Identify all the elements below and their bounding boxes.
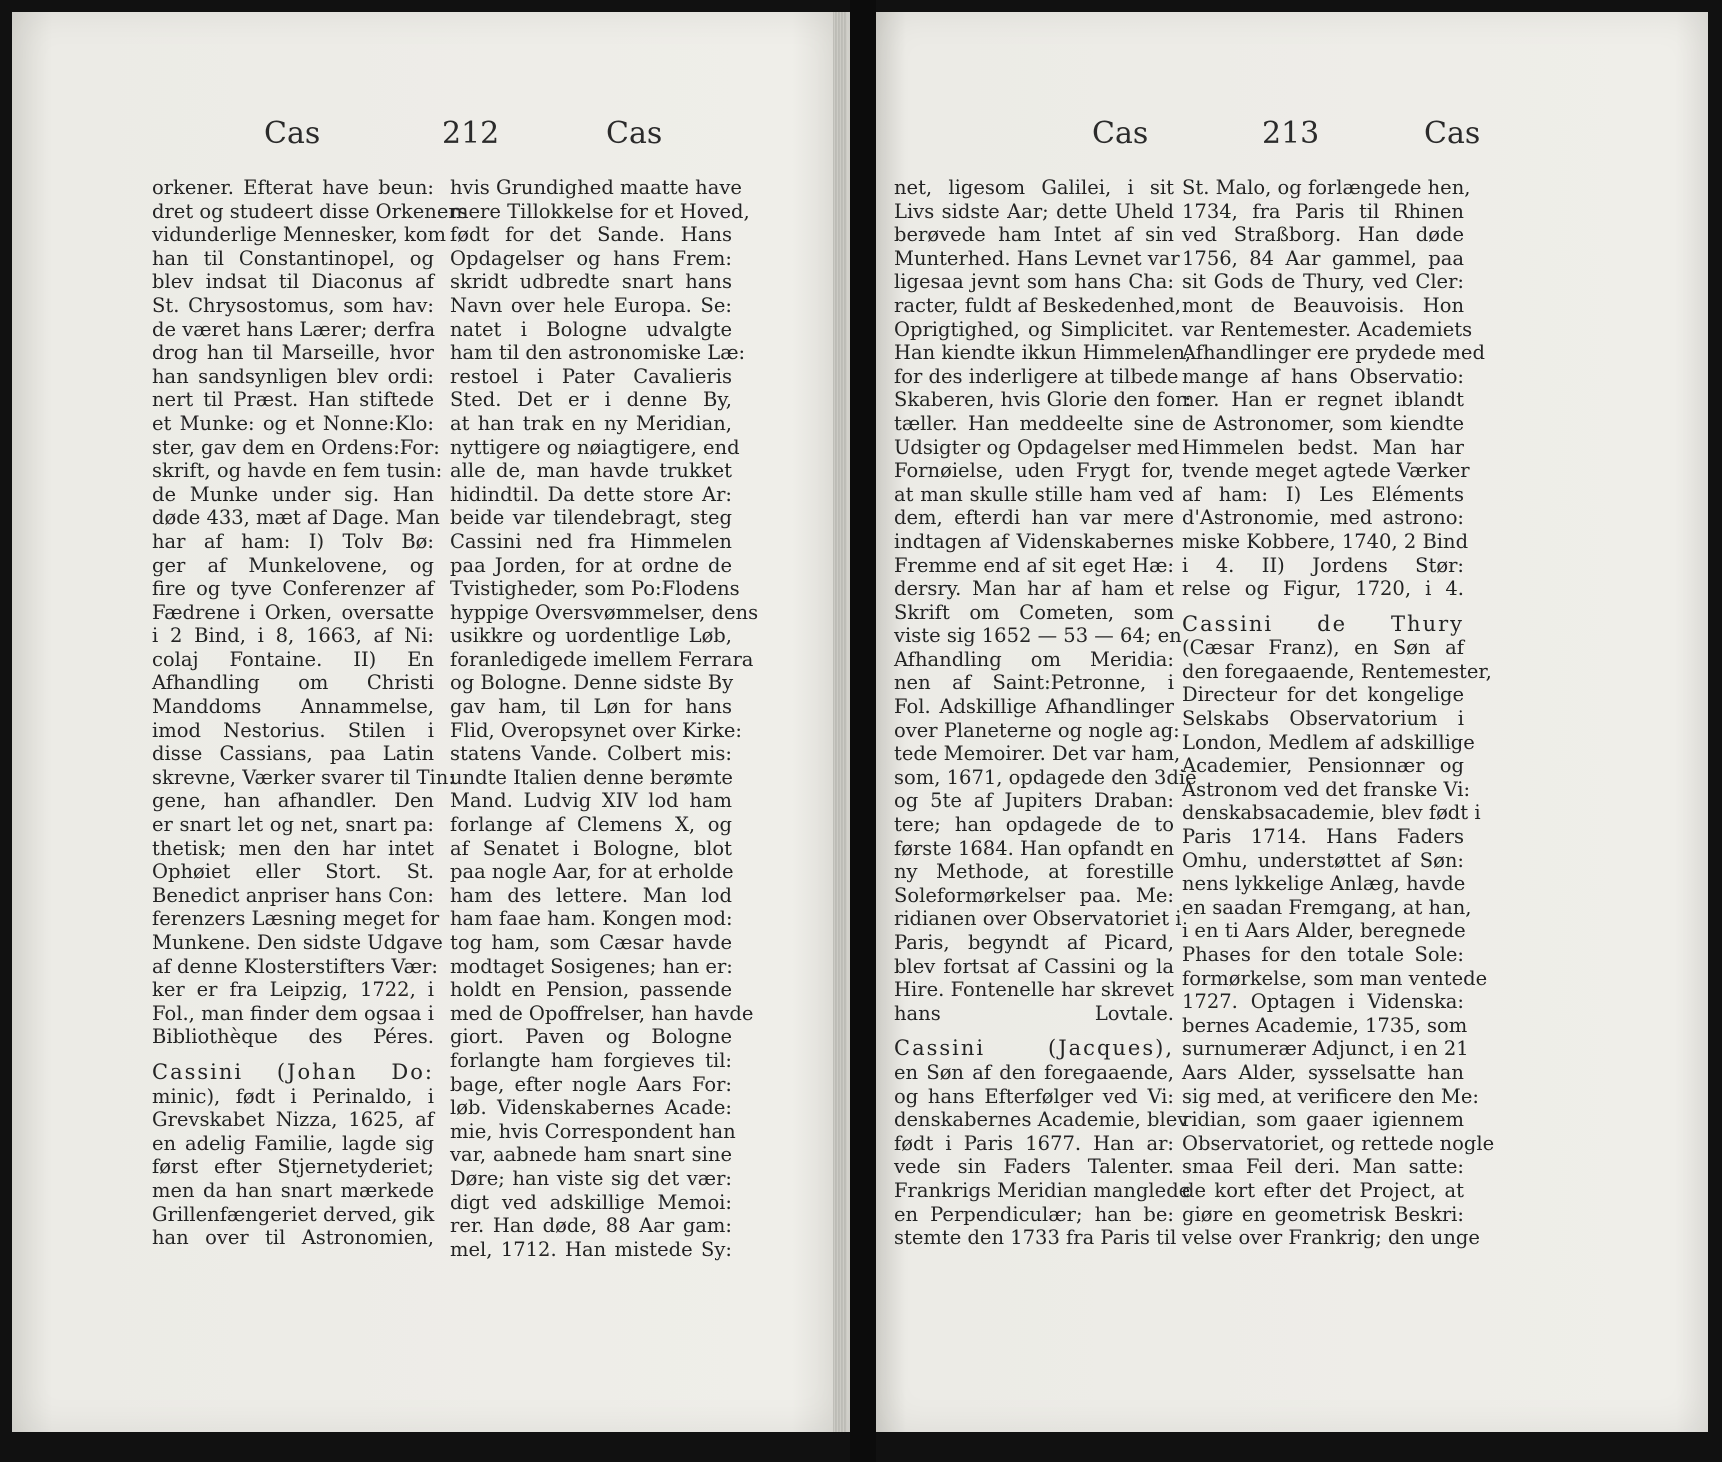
text-line: født for det Sande. Hans [450,223,732,247]
text-line: og 5te af Jupiters Draban: [894,789,1174,813]
text-line: statens Vande. Colbert mis: [450,742,732,766]
text-line: løb. Videnskabernes Acade: [450,1096,732,1120]
text-line: giort. Paven og Bologne [450,1025,732,1049]
text-line: colaj Fontaine. II) En [152,647,434,671]
text-line: tere; han opdagede de to [894,813,1174,837]
text-line: tæller. Han meddeelte sine [894,411,1174,435]
text-line: han til Constantinopel, og [152,246,434,270]
header-catchword-left: Cas [264,116,321,151]
text-line: vede sin Faders Talenter. [894,1155,1174,1179]
text-line: Phases for den totale Sole: [1182,943,1464,966]
text-line: Fremme end af sit eget Hæ: [894,553,1174,577]
text-line: gav ham, til Løn for hans [450,695,732,719]
entry-heading: Cassini de Thury [1182,611,1464,636]
text-line: modtaget Sosigenes; han er: [450,954,733,978]
text-line: ham faae ham. Kongen mod: [450,907,733,931]
text-line: de Astronomer, som kiendte [1182,411,1464,435]
text-line: som, 1671, opdagede den 3die [894,765,1197,789]
text-line: 1756, 84 Aar gammel, paa [1182,246,1464,270]
text-line: paa Jorden, for at ordne de [450,553,732,577]
text-line: berøvede ham Intet af sin [894,223,1174,247]
text-line: hvis Grundighed maatte have [450,176,742,199]
text-line: Paris, begyndt af Picard, [894,931,1174,954]
text-line: Skaberen, hvis Glorie den for: [894,388,1192,412]
text-line: hans Lovtale. [894,1001,1174,1025]
right-page [876,12,1708,1432]
text-line: ner. Han er regnet iblandt [1182,388,1464,412]
text-line: sig med, at verificere den Me: [1182,1084,1479,1108]
text-line: foranledigede imellem Ferrara [450,647,754,671]
text-line: nen af Saint:Petronne, i [894,671,1174,695]
right-page-column-1 [894,176,1197,1250]
text-line: ger af Munkelovene, og [152,553,434,577]
text-line: denskabernes Academie, blev [894,1108,1189,1132]
text-line: ridianen over Observatoriet i [894,907,1182,931]
text-line: minic), født i Perinaldo, i [152,1084,434,1108]
text-line: men da han snart mærkede [152,1178,434,1202]
text-line: Fædrene i Orken, oversatte [152,600,434,624]
text-line: af Senatet i Bologne, blot [450,836,732,860]
left-page-column-1 [152,176,468,1250]
text-line: Livs sidste Aar; dette Uheld [894,199,1174,223]
text-line: Afhandling om Meridia: [894,647,1174,671]
text-line: skridt udbredte snart hans [450,270,732,294]
text-line: Døre; han viste sig det vær: [450,1166,732,1190]
page-number: 213 [1262,116,1320,151]
text-line: af ham: I) Les Eléments [1182,482,1464,506]
text-line: velse over Frankrig; den unge [1182,1226,1480,1250]
text-line: denskabsacademie, blev født i [1182,801,1481,825]
text-line: de Munke under sig. Han [152,482,434,506]
text-line: ferenzers Læsning meget for [152,907,440,931]
entry-heading: Cassini (Jacques), [894,1036,1174,1061]
text-line: forlangte ham forgieves til: [450,1048,732,1072]
text-line: net, ligesom Galilei, i sit [894,176,1174,199]
text-line: ved Straßborg. Han døde [1182,223,1464,247]
text-line: nyttigere og nøiagtigere, end [450,435,740,459]
text-line: Frankrigs Meridian manglede [894,1178,1191,1202]
text-line: blev fortsat af Cassini og la [894,954,1174,978]
text-line: dem, efterdi han var mere [894,506,1174,530]
header-catchword-left: Cas [1092,116,1149,151]
text-line: Afhandling om Christi [152,671,434,695]
text-line: over Planeterne og nogle ag: [894,718,1180,742]
text-line: han over til Astronomien, [152,1226,434,1250]
text-line: mie, hvis Correspondent han [450,1119,736,1143]
text-line: Fol., man finder dem ogsaa i [152,1001,434,1025]
text-line: (Cæsar Franz), en Søn af [1182,636,1464,660]
text-line: en Perpendiculær; han be: [894,1202,1174,1226]
text-line: usikkre og uordentlige Løb, [450,624,732,648]
text-line: Directeur for det kongelige [1182,683,1464,707]
text-line: orkener. Efterat have beun: [152,176,434,199]
text-line: formørkelse, som man ventede [1182,966,1488,990]
text-line: døde 433, mæt af Dage. Man [152,506,440,530]
text-line: har af ham: I) Tolv Bø: [152,529,434,553]
right-page-header [876,116,1708,166]
text-line: restoel i Pater Cavalieris [450,364,732,388]
text-line: Han kiendte ikkun Himmelen, [894,341,1192,365]
text-line: i en ti Aars Alder, beregnede [1182,919,1466,943]
text-line: var Rentemester. Academiets [1182,317,1473,341]
text-line: Skrift om Cometen, som [894,600,1174,624]
text-line: Academier, Pensionnær og [1182,754,1464,778]
text-line: Astronom ved det franske Vi: [1182,777,1471,801]
text-line: ridian, som gaaer igiennem [1182,1108,1464,1132]
text-line: drog han til Marseille, hvor [152,341,434,365]
text-line: var, aabnede ham snart sine [450,1143,732,1167]
text-line: Oprigtighed, og Simplicitet. [894,317,1174,341]
text-line: Himmelen bedst. Man har [1182,435,1464,459]
text-line: den foregaaende, Rentemester, [1182,659,1492,683]
text-line: Ophøiet eller Stort. St. [152,860,434,884]
text-line: 1734, fra Paris til Rhinen [1182,199,1464,223]
text-line: alle de, man havde trukket [450,459,732,483]
text-line: Bibliothèque des Péres. [152,1025,434,1049]
text-line: stemte den 1733 fra Paris til [894,1226,1177,1250]
left-page [12,12,850,1432]
text-line: ligesaa jevnt som hans Cha: [894,270,1174,294]
text-line: Munterhed. Hans Levnet var [894,246,1180,270]
text-line: sit Gods de Thury, ved Cler: [1182,270,1464,294]
text-line: giøre en geometrisk Beskri: [1182,1202,1464,1226]
text-line: mel, 1712. Han mistede Sy: [450,1237,732,1261]
entry-heading: Cassini (Johan Do: [152,1059,434,1084]
header-catchword-right: Cas [606,116,663,151]
text-line: Selskabs Observatorium i [1182,707,1464,731]
left-page-header [12,116,850,166]
text-line: dret og studeert disse Orkeners [152,199,468,223]
text-line: og hans Efterfølger ved Vi: [894,1084,1174,1108]
page-edge [833,12,847,1432]
text-line: rer. Han døde, 88 Aar gam: [450,1214,732,1238]
text-line: ham des lettere. Man lod [450,883,732,907]
right-page-column-2 [1182,176,1495,1250]
text-line: Navn over hele Europa. Se: [450,293,732,317]
page-number: 212 [442,116,500,151]
text-line: Afhandlinger ere prydede med [1182,341,1485,365]
text-line: Paris 1714. Hans Faders [1182,825,1464,849]
text-line: gene, han afhandler. Den [152,789,434,813]
entry-gap [1182,601,1464,613]
text-line: Opdagelser og hans Frem: [450,246,732,270]
text-line: Flid, Overopsynet over Kirke: [450,718,742,742]
text-line: d'Astronomie, med astrono: [1182,506,1464,530]
text-line: Cassini ned fra Himmelen [450,529,732,553]
text-line: Udsigter og Opdagelser med [894,435,1180,459]
text-line: vidunderlige Mennesker, kom [152,223,447,247]
text-line: thetisk; men den har intet [152,836,434,860]
text-line: Manddoms Annammelse, [152,695,434,719]
text-line: ham til den astronomiske Læ: [450,341,746,365]
text-line: Grillenfængeriet derved, gik [152,1202,435,1226]
text-line: racter, fuldt af Beskedenhed, [894,293,1181,317]
text-line: beide var tilendebragt, steg [450,506,732,530]
text-line: disse Cassians, paa Latin [152,742,434,766]
text-line: bernes Academie, 1735, som [1182,1013,1468,1037]
text-line: Mand. Ludvig XIV lod ham [450,789,732,813]
text-line: med de Opoffrelser, han havde [450,1001,754,1025]
text-line: Munkene. Den sidste Udgave [152,931,443,954]
left-page-column-2 [450,176,759,1261]
text-line: for des inderligere at tilbede [894,364,1179,388]
text-line: Aars Alder, sysselsatte han [1182,1060,1464,1084]
text-line: en saadan Fremgang, at han, [1182,895,1472,919]
text-line: Fol. Adskillige Afhandlinger [894,695,1174,719]
text-line: Sted. Det er i denne By, [450,388,732,412]
text-line: Hire. Fontenelle har skrevet [894,978,1174,1002]
text-line: holdt en Pension, passende [450,978,732,1002]
text-line: Fornøielse, uden Frygt for, [894,459,1174,483]
text-line: relse og Figur, 1720, i 4. [1182,577,1464,601]
text-line: smaa Feil deri. Man satte: [1182,1155,1464,1179]
text-line: han sandsynligen blev ordi: [152,364,434,388]
text-line: surnumerær Adjunct, i en 21 [1182,1037,1469,1061]
text-line: en adelig Familie, lagde sig [152,1131,434,1155]
text-line: i 2 Bind, i 8, 1663, af Ni: [152,624,434,648]
text-line: St. Chrysostomus, som hav: [152,293,434,317]
text-line: nens lykkelige Anlæg, havde [1182,872,1466,896]
text-line: Tvistigheder, som Po:Flodens [450,577,740,601]
text-line: i 4. II) Jordens Stør: [1182,553,1464,577]
text-line: at han trak en ny Meridian, [450,411,732,435]
text-line: miske Kobbere, 1740, 2 Bind [1182,529,1469,553]
text-line: ster, gav dem en Ordens:For: [152,435,440,459]
text-line: mere Tillokkelse for et Hoved, [450,199,750,223]
text-line: St. Malo, og forlængede hen, [1182,176,1471,199]
text-line: London, Medlem af adskillige [1182,730,1475,754]
header-catchword-right: Cas [1424,116,1481,151]
text-line: Benedict anpriser hans Con: [152,883,434,907]
text-line: undte Italien denne berømte [450,765,733,789]
text-line: de været hans Lærer; derfra [152,317,436,341]
text-line: forlange af Clemens X, og [450,813,732,837]
text-line: digt ved adskillige Memoi: [450,1190,732,1214]
text-line: Grevskabet Nizza, 1625, af [152,1108,434,1132]
text-line: mont de Beauvoisis. Hon [1182,293,1464,317]
text-line: Soleformørkelser paa. Me: [894,883,1174,907]
text-line: født i Paris 1677. Han ar: [894,1131,1174,1155]
text-line: og Bologne. Denne sidste By [450,671,734,695]
text-line: fire og tyve Conferenzer af [152,577,434,601]
text-line: de kort efter det Project, at [1182,1178,1464,1202]
text-line: hyppige Oversvømmelser, dens [450,600,759,624]
text-line: imod Nestorius. Stilen i [152,718,434,742]
text-line: tvende meget agtede Værker [1182,459,1470,483]
book-gutter [850,0,876,1462]
text-line: først efter Stjernetyderiet; [152,1155,434,1179]
text-line: ker er fra Leipzig, 1722, i [152,978,434,1002]
text-line: mange af hans Observatio: [1182,364,1464,388]
text-line: Omhu, understøttet af Søn: [1182,848,1464,872]
text-line: dersry. Man har af ham et [894,577,1174,601]
text-line: at man skulle stille ham ved [894,482,1174,506]
text-line: paa nogle Aar, for at erholde [450,860,734,884]
text-line: hidindtil. Da dette store Ar: [450,482,732,506]
text-line: indtagen af Videnskabernes [894,529,1174,553]
text-line: første 1684. Han opfandt en [894,836,1174,860]
text-line: tog ham, som Cæsar havde [450,931,732,954]
text-line: tede Memoirer. Det var ham, [894,742,1181,766]
text-line: et Munke: og et Nonne:Klo: [152,411,434,435]
text-line: er snart let og net, snart pa: [152,813,434,837]
text-line: skrevne, Værker svarer til Tin: [152,765,455,789]
text-line: en Søn af den foregaaende, [894,1060,1174,1084]
text-line: skrift, og havde en fem tusin: [152,459,443,483]
text-line: 1727. Optagen i Videnska: [1182,990,1464,1014]
text-line: viste sig 1652 — 53 — 64; en [894,624,1182,648]
text-line: blev indsat til Diaconus af [152,270,434,294]
text-line: natet i Bologne udvalgte [450,317,732,341]
text-line: bage, efter nogle Aars For: [450,1072,732,1096]
text-line: ny Methode, at forestille [894,860,1174,884]
text-line: af denne Klosterstifters Vær: [152,954,438,978]
text-line: nert til Præst. Han stiftede [152,388,434,412]
text-line: Observatoriet, og rettede nogle [1182,1131,1495,1155]
